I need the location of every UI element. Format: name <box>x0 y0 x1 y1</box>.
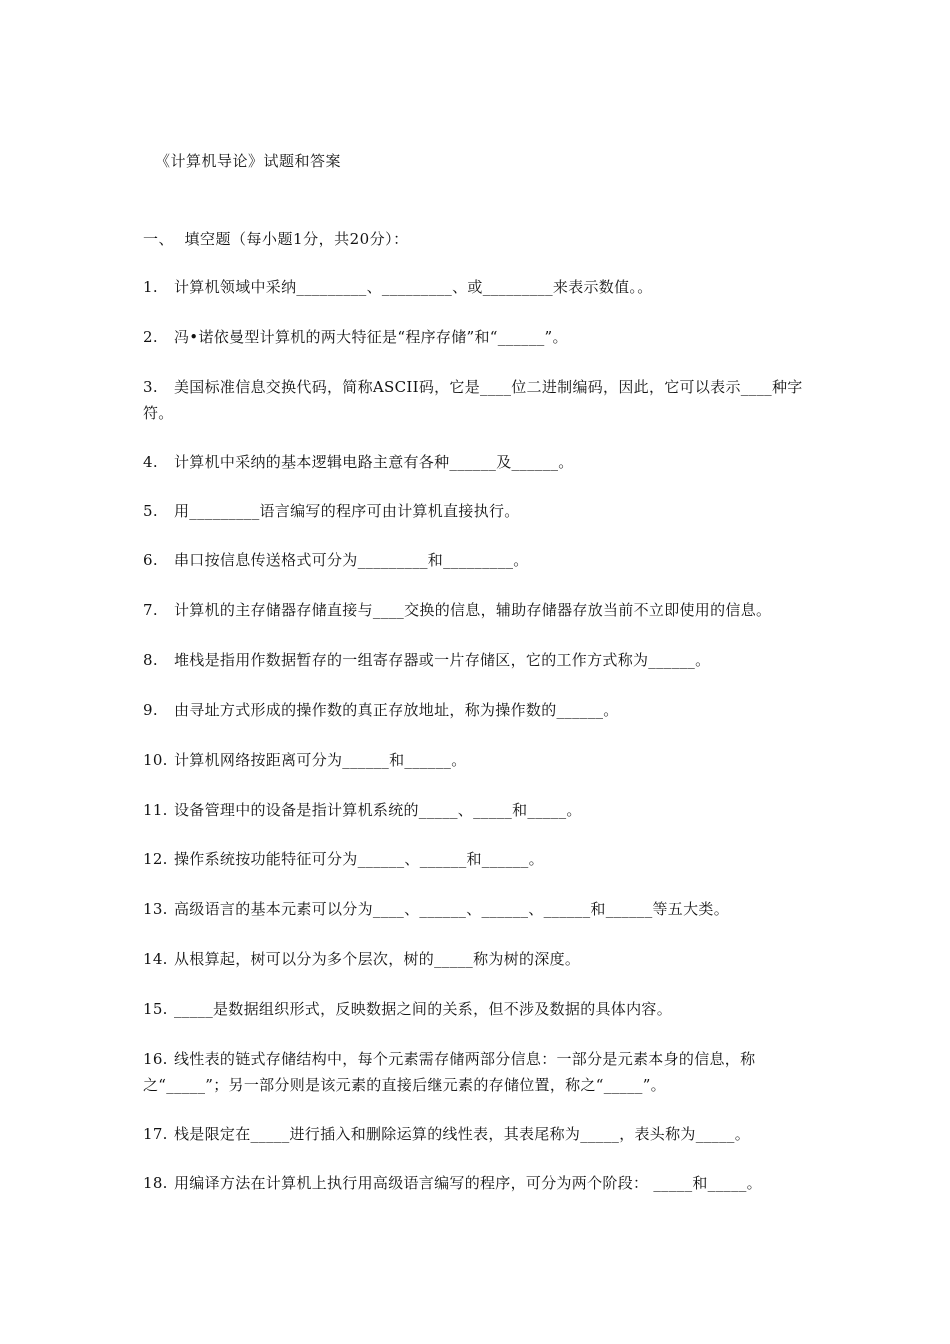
question-item <box>143 996 843 1022</box>
question-number: 13. <box>143 900 168 918</box>
question-item <box>143 597 843 623</box>
question-item <box>143 274 843 300</box>
question-item <box>143 647 843 673</box>
question-text: 冯•诺依曼型计算机的两大特征是“程序存储”和“______”。 <box>174 328 568 346</box>
question-text: 用编译方法在计算机上执行用高级语言编写的程序，可分为两个阶段： _____和_____。 <box>174 1174 762 1192</box>
question-text: 串口按信息传送格式可分为_________和_________。 <box>174 551 529 569</box>
question-text: 栈是限定在_____进行插入和删除运算的线性表，其表尾称为_____，表头称为_____。 <box>174 1125 751 1143</box>
question-number: 14. <box>143 950 168 968</box>
question-text: 计算机领域中采纳_________、_________、或_________来表示数值。。 <box>174 278 653 296</box>
question-item <box>143 1046 823 1098</box>
section-heading: 一、 填空题（每小题1分，共20分）： <box>143 230 409 248</box>
question-text: 线性表的链式存储结构中，每个元素需存储两部分信息：一部分是元素本身的信息，称之“_____”；另一部分则是该元素的直接后继元素的存储位置，称之“_____”。 <box>143 1050 756 1094</box>
question-item <box>143 797 843 823</box>
question-text: 计算机网络按距离可分为______和______。 <box>174 751 467 769</box>
question-item <box>143 946 843 972</box>
question-number: 10. <box>143 751 168 769</box>
question-item <box>143 697 843 723</box>
question-number: 7. <box>143 601 158 619</box>
question-text: 堆栈是指用作数据暂存的一组寄存器或一片存储区，它的工作方式称为______。 <box>174 651 711 669</box>
question-number: 8. <box>143 651 158 669</box>
question-number: 11. <box>143 801 168 819</box>
question-number: 6. <box>143 551 158 569</box>
question-number: 18. <box>143 1174 168 1192</box>
question-text: 从根算起，树可以分为多个层次，树的_____称为树的深度。 <box>174 950 581 968</box>
question-text: 操作系统按功能特征可分为______、______和______。 <box>174 850 544 868</box>
question-text: 美国标准信息交换代码，简称ASCII码，它是____位二进制编码，因此，它可以表示____种字符。 <box>143 378 803 422</box>
question-item <box>143 498 843 524</box>
question-text: 计算机中采纳的基本逻辑电路主意有各种______及______。 <box>174 453 574 471</box>
question-text: _____是数据组织形式，反映数据之间的关系，但不涉及数据的具体内容。 <box>174 1000 673 1018</box>
question-number: 3. <box>143 378 158 396</box>
question-text: 计算机的主存储器存储直接与____交换的信息，辅助存储器存放当前不立即使用的信息。 <box>174 601 772 619</box>
question-item <box>143 449 843 475</box>
question-number: 9. <box>143 701 158 719</box>
question-number: 5. <box>143 502 158 520</box>
question-text: 由寻址方式形成的操作数的真正存放地址，称为操作数的______。 <box>174 701 619 719</box>
question-item <box>143 747 843 773</box>
question-number: 15. <box>143 1000 168 1018</box>
question-number: 17. <box>143 1125 168 1143</box>
question-item <box>143 374 823 426</box>
question-number: 1. <box>143 278 158 296</box>
question-item <box>143 324 843 350</box>
question-text: 设备管理中的设备是指计算机系统的_____、_____和_____。 <box>174 801 582 819</box>
question-item <box>143 896 843 922</box>
question-item <box>143 547 843 573</box>
question-text: 高级语言的基本元素可以分为____、______、______、______和______等五大类。 <box>174 900 730 918</box>
question-item <box>143 1121 843 1147</box>
question-number: 2. <box>143 328 158 346</box>
question-number: 12. <box>143 850 168 868</box>
question-text: 用_________语言编写的程序可由计算机直接执行。 <box>174 502 520 520</box>
question-item <box>143 1170 843 1196</box>
question-number: 16. <box>143 1050 168 1068</box>
document-title: 《计算机导论》试题和答案 <box>155 152 342 170</box>
question-item <box>143 846 843 872</box>
question-number: 4. <box>143 453 158 471</box>
